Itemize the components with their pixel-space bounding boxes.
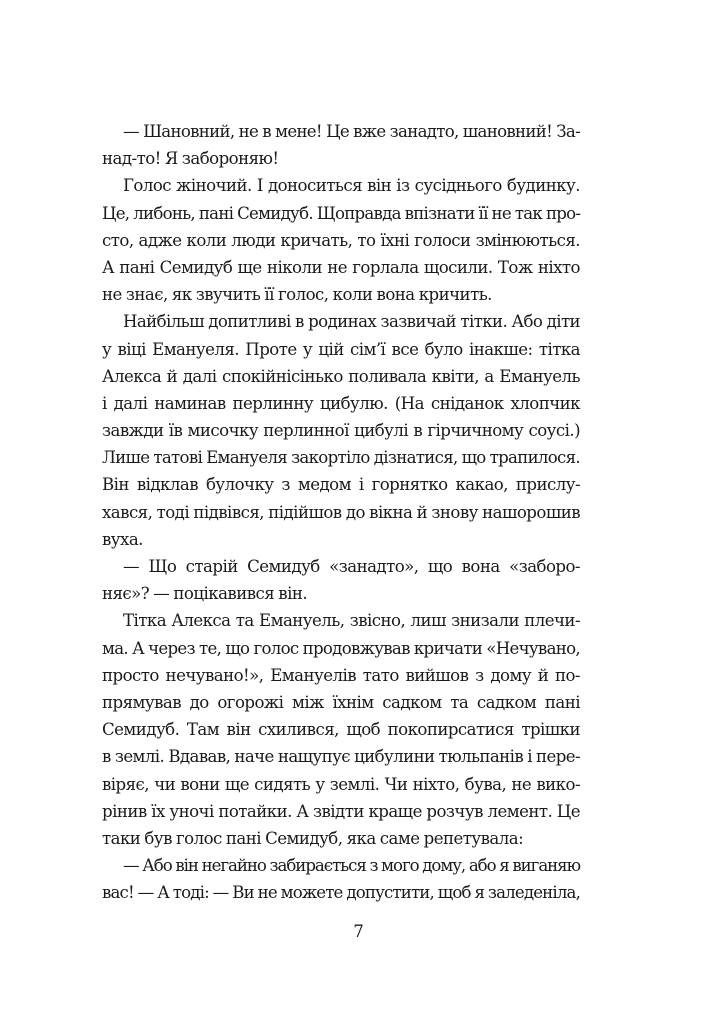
text-line: — Або він негайно забирається з мого дому, або я виганяю xyxy=(123,856,580,876)
text-line: не знає, як звучить її голос, коли вона кричить. xyxy=(102,285,492,305)
text-line: — Що старій Семидуб «занадто», що вона «заборо- xyxy=(123,557,580,576)
text-line: Алекса й далі спокійнісінько поливала квіти, а Емануель xyxy=(102,366,580,386)
text-line: Найбільш допитливі в родинах зазвичай тітки. Або діти xyxy=(123,312,580,332)
text-line: в землі. Вдавав, наче нащупує цибулини тюльпанів і пере- xyxy=(102,747,580,767)
text-line: просто нечувано!», Емануелів тато вийшов з дому й по- xyxy=(102,665,580,685)
body-text xyxy=(102,118,580,906)
text-line: вас! — А тоді: — Ви не можете допустити, щоб я заледеніла, xyxy=(102,883,580,903)
page-number: 7 xyxy=(353,922,364,941)
text-line: Лише татові Емануеля закортіло дізнатися, що трапилося. xyxy=(102,448,580,468)
text-line: віряє, чи вони ще сидять у землі. Чи ніхто, бува, не вико- xyxy=(102,774,580,794)
text-line: і далі наминав перлинну цибулю. (На сніданок хлопчик xyxy=(102,393,580,413)
text-line: хався, тоді підвівся, підійшов до вікна й знову нашорошив xyxy=(102,502,580,522)
text-line: А пані Семидуб ще ніколи не горлала щосили. Тож ніхто xyxy=(102,257,580,277)
text-line: вуха. xyxy=(102,529,143,549)
text-line: ма. А через те, що голос продовжував кричати «Нечувано, xyxy=(102,638,580,658)
text-line: завжди їв мисочку перлинної цибулі в гірчичному соусі.) xyxy=(102,421,580,441)
text-line: прямував до огорожі між їхнім садком та садком пані xyxy=(102,692,580,712)
text-line: Голос жіночий. І доноситься він із сусіднього будинку. xyxy=(123,176,580,196)
text-line: Це, либонь, пані Семидуб. Щоправда впізнати її не так про- xyxy=(102,203,581,223)
text-line: таки був голос пані Семидуб, яка саме репетувала: xyxy=(102,828,524,848)
text-line: — Шановний, не в мене! Це вже занадто, шановний! За- xyxy=(123,122,580,141)
text-line: рінив їх уночі потайки. А звідти краще розчув лемент. Це xyxy=(102,801,580,821)
text-line: у віці Емануеля. Проте у цій сім’ї все було інакше: тітка xyxy=(102,339,580,359)
text-line: над-то! Я забороняю! xyxy=(102,149,279,169)
text-line: Тітка Алекса та Емануель, звісно, лиш знизали плечи- xyxy=(123,611,580,631)
text-line: Семидуб. Там він схилився, щоб покопирсатися трішки xyxy=(102,720,580,740)
text-line: сто, адже коли люди кричать, то їхні голоси змінюються. xyxy=(102,230,580,250)
text-line: няє»? — поцікавився він. xyxy=(102,584,308,604)
text-line: Він відклав булочку з медом і горнятко какао, прислу- xyxy=(102,475,580,495)
